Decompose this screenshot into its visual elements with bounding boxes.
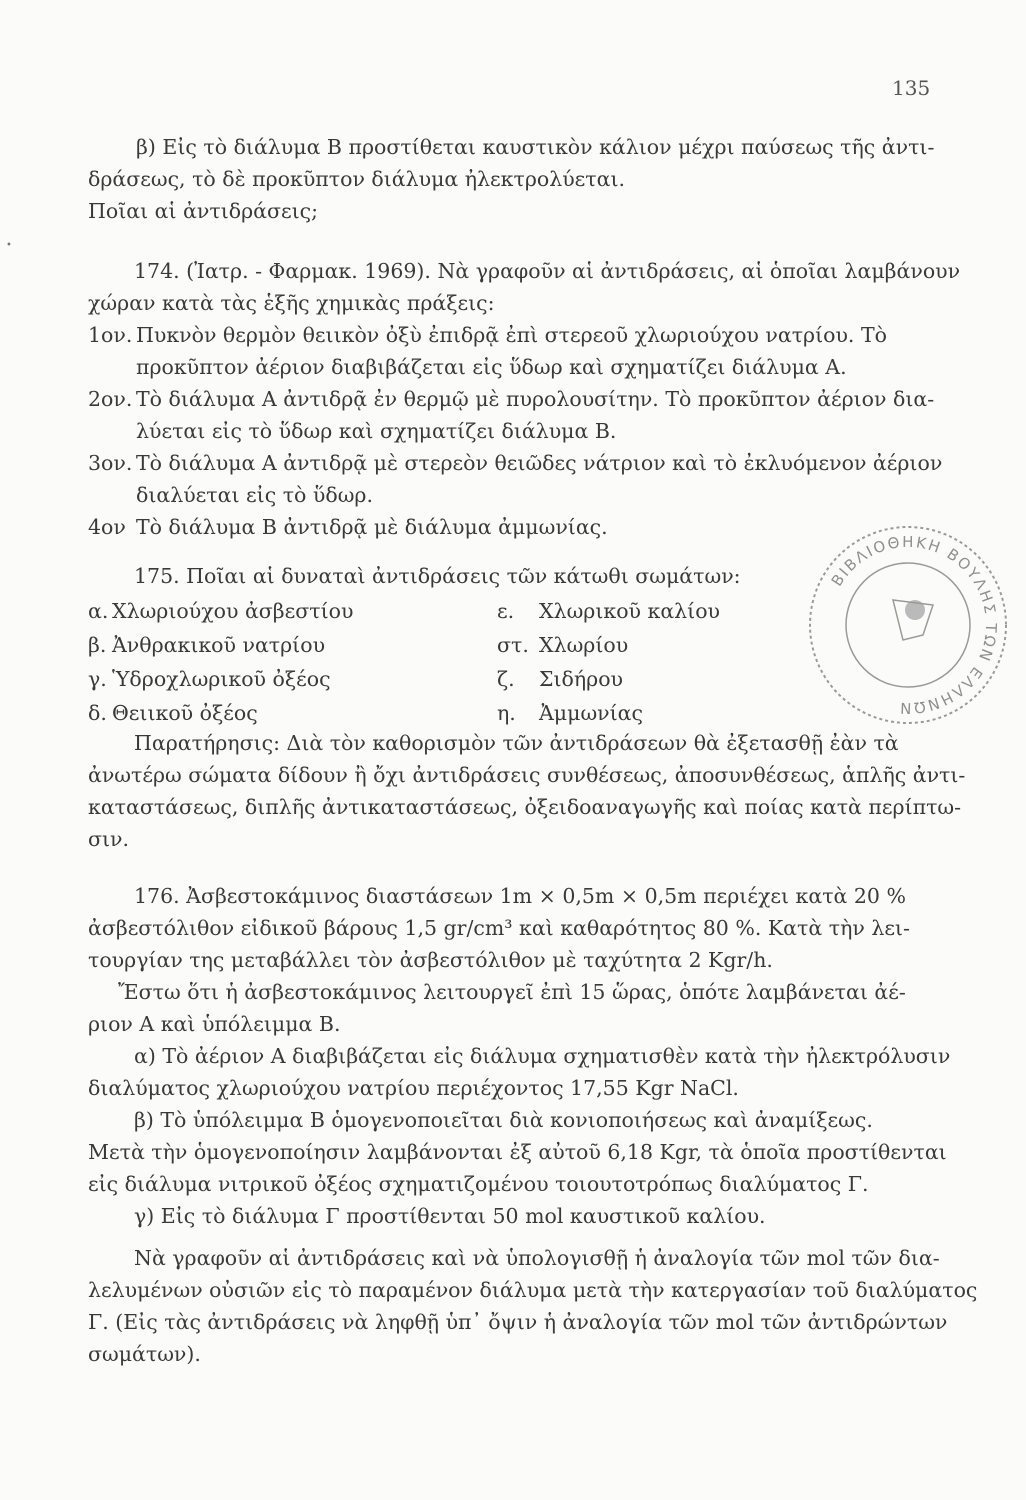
list-item: στ. Χλωρίου [497,633,629,657]
note-paragraph [88,727,966,855]
text-line: σιν. [88,827,130,851]
text-line: σωμάτων). [88,1342,201,1366]
step-label: 4ον [88,515,126,539]
text-line: α) Τὸ ἀέριον Α διαβιβάζεται εἰς διάλυμα σχηματισθὲν κατὰ τὴν ἠλεκτρόλυσιν [134,1044,951,1068]
page-number: 135 [892,76,931,100]
text-line: διαλύματος χλωριούχου νατρίου περιέχοντος 17,55 Kgr NaCl. [88,1076,739,1100]
margin-mark: • [6,240,12,251]
library-stamp [803,520,1013,730]
text-line: β) Τὸ ὑπόλειμμα Β ὁμογενοποιεῖται διὰ κονιοποιήσεως καὶ ἀναμίξεως. [134,1108,873,1132]
substance-list-right [497,594,720,730]
list-item: α. Χλωριούχου ἀσβεστίου [88,599,354,623]
step-label: 2ον. [88,387,133,411]
step-4: 4ον Τὸ διάλυμα Β ἀντιδρᾷ μὲ διάλυμα ἀμμωνίας. [88,511,933,543]
step-1: 1ον. Πυκνὸν θερμὸν θειικὸν ὀξὺ ἐπιδρᾷ ἐπὶ στερεοῦ χλωριούχου νατρίου. Τὸ [88,319,933,351]
step-2: 2ον. Τὸ διάλυμα Α ἀντιδρᾷ ἐν θερμῷ μὲ πυρολουσίτην. Τὸ προκῦπτον ἀέριον δια- [88,383,933,415]
list-item: ζ. Σιδήρου [497,667,624,691]
text-line: λύεται εἰς τὸ ὕδωρ καὶ σχηματίζει διάλυμα Β. [136,419,617,443]
text-line: Μετὰ τὴν ὁμογενοποίησιν λαμβάνονται ἐξ αὐτοῦ 6,18 Kgr, τὰ ὁποῖα προστίθενται [88,1140,947,1164]
step-label: 3ον. [88,451,133,475]
text-line: Ποῖαι αἱ ἀντιδράσεις; [88,199,319,223]
exercise-heading: 174. (Ἰατρ. - Φαρμακ. 1969). Νὰ γραφοῦν αἱ ἀντιδράσεις, αἱ ὁποῖαι λαμβάνουν [134,259,961,283]
list-item: η. Ἀμμωνίας [497,701,643,725]
intro-paragraph [88,131,933,227]
list-item: γ. Ὑδροχλωρικοῦ ὀξέος [88,667,331,691]
text-line: β) Εἰς τὸ διάλυμα Β προστίθεται καυστικὸν κάλιον μέχρι παύσεως τῆς ἀντι- [136,135,935,159]
exercise-heading: 176. Ἀσβεστοκάμινος διαστάσεων 1m × 0,5m × 0,5m περιέχει κατὰ 20 % [134,884,906,908]
text-line: ἀσβεστόλιθον εἰδικοῦ βάρους 1,5 gr/cm³ καὶ καθαρότητος 80 %. Κατὰ τὴν λει- [88,916,910,940]
text-line: Παρατήρησις: Διὰ τὸν καθορισμὸν τῶν ἀντιδράσεων θὰ ἐξετασθῇ ἐὰν τὰ [134,731,899,755]
substance-list-left [88,594,353,730]
exercise-176 [88,880,978,1370]
text-line: Ἔστω ὅτι ἡ ἀσβεστοκάμινος λειτουργεῖ ἐπὶ 15 ὥρας, ὁπότε λαμβάνεται ἀέ- [118,980,906,1004]
list-item: δ. Θειικοῦ ὀξέος [88,701,258,725]
exercise-heading: 175. Ποῖαι αἱ δυναταὶ ἀντιδράσεις τῶν κάτωθι σωμάτων: [134,564,741,588]
list-item: β. Ἀνθρακικοῦ νατρίου [88,633,326,657]
step-3: 3ον. Τὸ διάλυμα Α ἀντιδρᾷ μὲ στερεὸν θειῶδες νάτριον καὶ τὸ ἐκλυόμενον ἀέριον [88,447,933,479]
text-line: Γ. (Εἰς τὰς ἀντιδράσεις νὰ ληφθῇ ὑπ᾿ ὄψιν ἡ ἀναλογία τῶν mol τῶν ἀντιδρώντων [88,1310,948,1334]
text-line: καταστάσεως, διπλῆς ἀντικαταστάσεως, ὀξειδοαναγωγῆς καὶ ποίας κατὰ περίπτω- [88,795,962,819]
text-line: χώραν κατὰ τὰς ἑξῆς χημικὰς πράξεις: [88,291,495,315]
spacer [88,1232,933,1242]
text-line: εἰς διάλυμα νιτρικοῦ ὀξέος σχηματιζομένου τοιουτοτρόπως διαλύματος Γ. [88,1172,869,1196]
text-line: τουργίαν της μεταβάλλει τὸν ἀσβεστόλιθον μὲ ταχύτητα 2 Kgr/h. [88,948,773,972]
svg-text:ΒΙΒΛΙΟΘΗΚΗ ΒΟΥΛΗΣ ΤΩΝ ΕΛΛΗΝΩΝ: ΒΙΒΛΙΟΘΗΚΗ ΒΟΥΛΗΣ ΤΩΝ ΕΛΛΗΝΩΝ [827,532,1001,718]
text-line: ἀνωτέρω σώματα δίδουν ἢ ὄχι ἀντιδράσεις συνθέσεως, ἀποσυνθέσεως, ἁπλῆς ἀντι- [88,763,966,787]
exercise-174 [88,255,961,543]
text-line: γ) Εἰς τὸ διάλυμα Γ προστίθενται 50 mol καυστικοῦ καλίου. [134,1204,766,1228]
text-line: λελυμένων οὐσιῶν εἰς τὸ παραμένον διάλυμα μετὰ τὴν κατεργασίαν τοῦ διαλύματος [88,1278,978,1302]
step-label: 1ον. [88,323,133,347]
text-line: διαλύεται εἰς τὸ ὕδωρ. [136,483,373,507]
text-line: Νὰ γραφοῦν αἱ ἀντιδράσεις καὶ νὰ ὑπολογισθῇ ἡ ἀναλογία τῶν mol τῶν δια- [134,1246,940,1270]
list-item: ε. Χλωρικοῦ καλίου [497,599,721,623]
text-line: προκῦπτον ἀέριον διαβιβάζεται εἰς ὕδωρ καὶ σχηματίζει διάλυμα Α. [136,355,847,379]
text-line: δράσεως, τὸ δὲ προκῦπτον διάλυμα ἠλεκτρολύεται. [88,167,626,191]
text-line: ριον Α καὶ ὑπόλειμμα Β. [88,1012,341,1036]
